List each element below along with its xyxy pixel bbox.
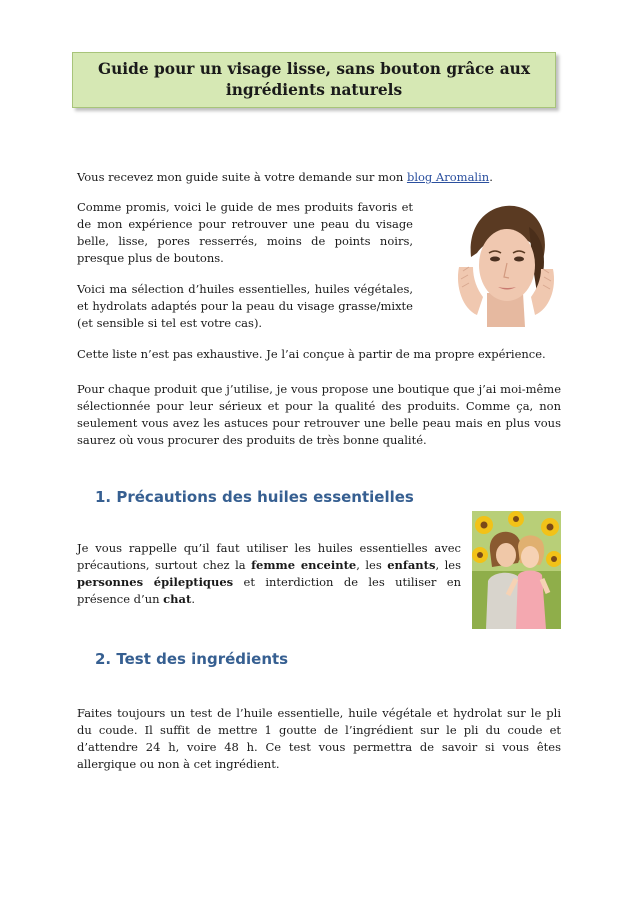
cat-bold: chat bbox=[163, 592, 192, 606]
paragraph-guide-promise: Comme promis, voici le guide de mes produits favoris et de mon expérience pour retrouver une peau du visage belle, lisse, pores resserrés, moins de points noirs, presque plus de boutons. bbox=[77, 200, 413, 265]
section2-heading: 2. Test des ingrédients bbox=[95, 650, 289, 668]
intro-period: . bbox=[489, 170, 493, 184]
guide-title-text: Guide pour un visage lisse, sans bouton grâce aux ingrédients naturels bbox=[97, 60, 531, 99]
children-bold: enfants bbox=[387, 558, 436, 572]
section1-text-2: , les bbox=[356, 558, 388, 572]
section2-paragraph: Faites toujours un test de l’huile essentielle, huile végétale et hydrolat sur le pli du coude. Il suffit de mettre 1 goutte de l’ingrédient sur le pli du coude et d’attendre 24 h, voire 48 h. Ce test vous permettra de savoir si vous êtes allergique ou non à cet ingrédient. bbox=[77, 706, 561, 771]
intro-paragraph bbox=[77, 169, 561, 186]
section1-text-4: et interdiction de les utiliser en présence d’un bbox=[77, 575, 462, 606]
blog-aromalin-link[interactable]: blog Aromalin bbox=[406, 170, 490, 184]
section1-text-5: . bbox=[191, 592, 195, 606]
epileptic-bold: personnes épileptiques bbox=[77, 575, 234, 589]
section1-paragraph bbox=[77, 540, 461, 608]
mother-child-sunflowers-photo bbox=[472, 511, 561, 629]
intro-text: Vous recevez mon guide suite à votre demande sur mon bbox=[77, 170, 407, 184]
section1-text-3: , les bbox=[435, 558, 461, 572]
pregnant-woman-bold: femme enceinte bbox=[251, 558, 357, 572]
woman-face-photo bbox=[437, 197, 561, 333]
guide-title bbox=[72, 52, 556, 108]
section1-heading: 1. Précautions des huiles essentielles bbox=[95, 488, 414, 506]
paragraph-shop-selection: Pour chaque produit que j’utilise, je vous propose une boutique que j’ai moi-même sélectionnée pour leur sérieux et pour la qualité des produits. Comme ça, non seulement vous avez les astuces pour retrouver une belle peau mais en plus vous saurez où vous procurer des produits de très bonne qualité. bbox=[77, 382, 561, 447]
paragraph-selection: Voici ma sélection d’huiles essentielles, huiles végétales, et hydrolats adaptés pour la peau du visage grasse/mixte (et sensible si tel est votre cas). bbox=[77, 282, 413, 330]
paragraph-not-exhaustive: Cette liste n’est pas exhaustive. Je l’ai conçue à partir de ma propre expérience. bbox=[77, 347, 546, 361]
section1-text-1: Je vous rappelle qu’il faut utiliser les huiles essentielles avec précautions, surtout chez la bbox=[77, 541, 461, 572]
